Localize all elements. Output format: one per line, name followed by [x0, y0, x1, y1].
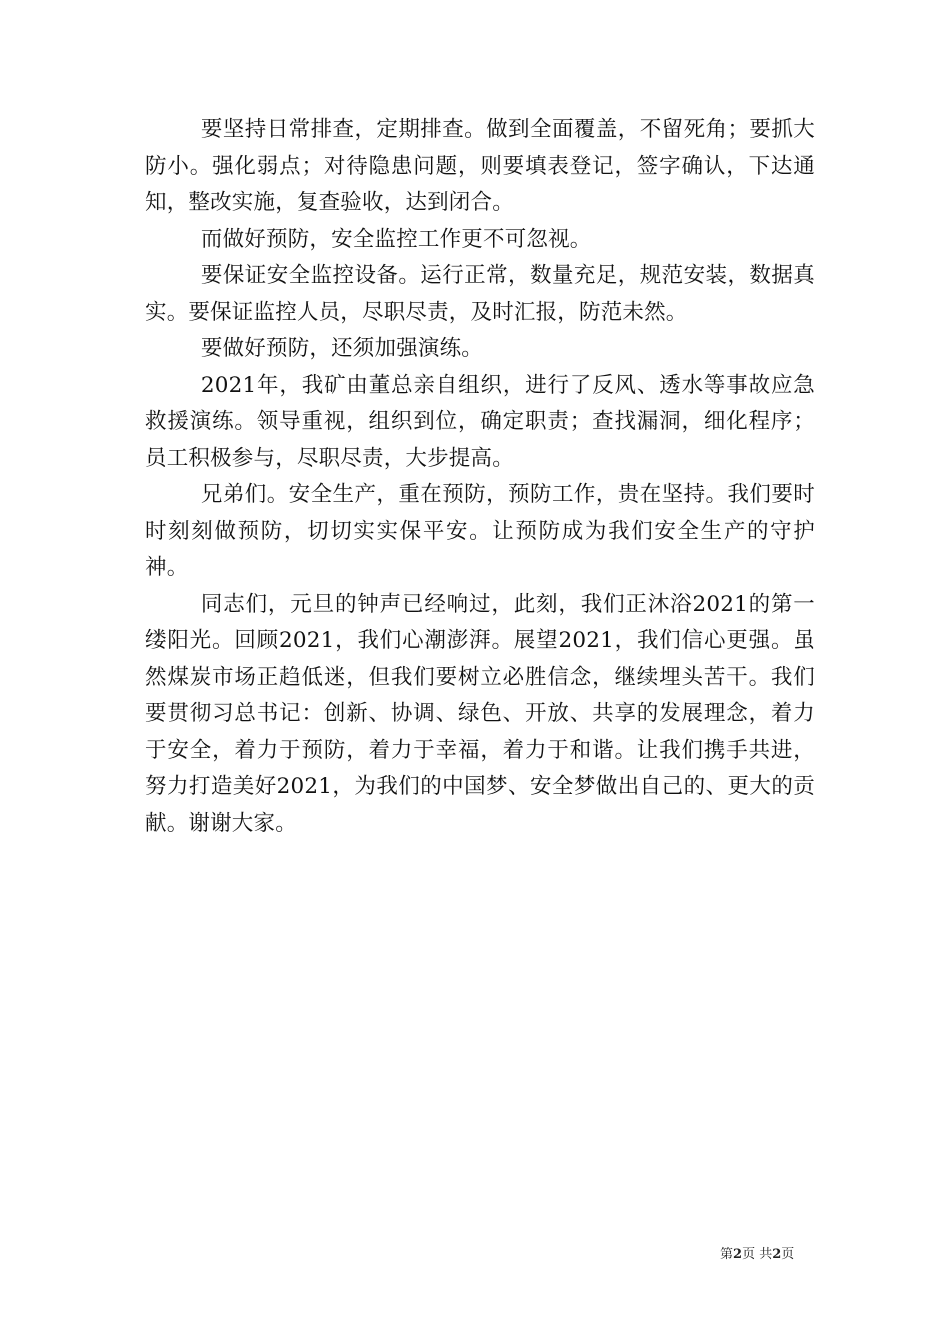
footer-total-pages: 2: [772, 1247, 782, 1262]
footer-middle: 页 共: [742, 1247, 773, 1262]
footer-suffix: 页: [781, 1247, 795, 1262]
paragraph-6: 兄弟们。安全生产，重在预防，预防工作，贵在坚持。我们要时时刻刻做预防，切切实实保平安。让预防成为我们安全生产的守护神。: [145, 482, 815, 580]
paragraph-3: 要保证安全监控设备。运行正常，数量充足，规范安装，数据真实。要保证监控人员，尽职尽责，及时汇报，防范未然。: [145, 263, 815, 325]
paragraph-4: 要做好预防，还须加强演练。: [200, 336, 483, 361]
paragraph-7: 同志们，元旦的钟声已经响过，此刻，我们正沐浴2021的第一缕阳光。回顾2021，我们心潮澎湃。展望2021，我们信心更强。虽然煤炭市场正趋低迷，但我们要树立必胜信念，继续埋头苦干。我们要贯彻习总书记：创新、协调、绿色、开放、共享的发展理念，着力于安全，着力于预防，着力于幸福，着力于和谐。让我们携手共进，努力打造美好2021，为我们的中国梦、安全梦做出自己的、更大的贡献。谢谢大家。: [145, 591, 815, 836]
paragraph-1: 要坚持日常排查，定期排查。做到全面覆盖，不留死角；要抓大防小。强化弱点；对待隐患问题，则要填表登记，签字确认，下达通知，整改实施，复查验收，达到闭合。: [145, 117, 815, 215]
paragraph-2: 而做好预防，安全监控工作更不可忽视。: [200, 226, 592, 252]
footer-prefix: 第: [720, 1247, 734, 1262]
page-number-footer: [720, 1246, 920, 1264]
footer-current-page: 2: [733, 1247, 743, 1262]
document-body: [145, 112, 815, 842]
paragraph-5: 2021年，我矿由董总亲自组织，进行了反风、透水等事故应急救援演练。领导重视，组织到位，确定职责；查找漏洞，细化程序；员工积极参与，尽职尽责，大步提高。: [145, 372, 815, 471]
